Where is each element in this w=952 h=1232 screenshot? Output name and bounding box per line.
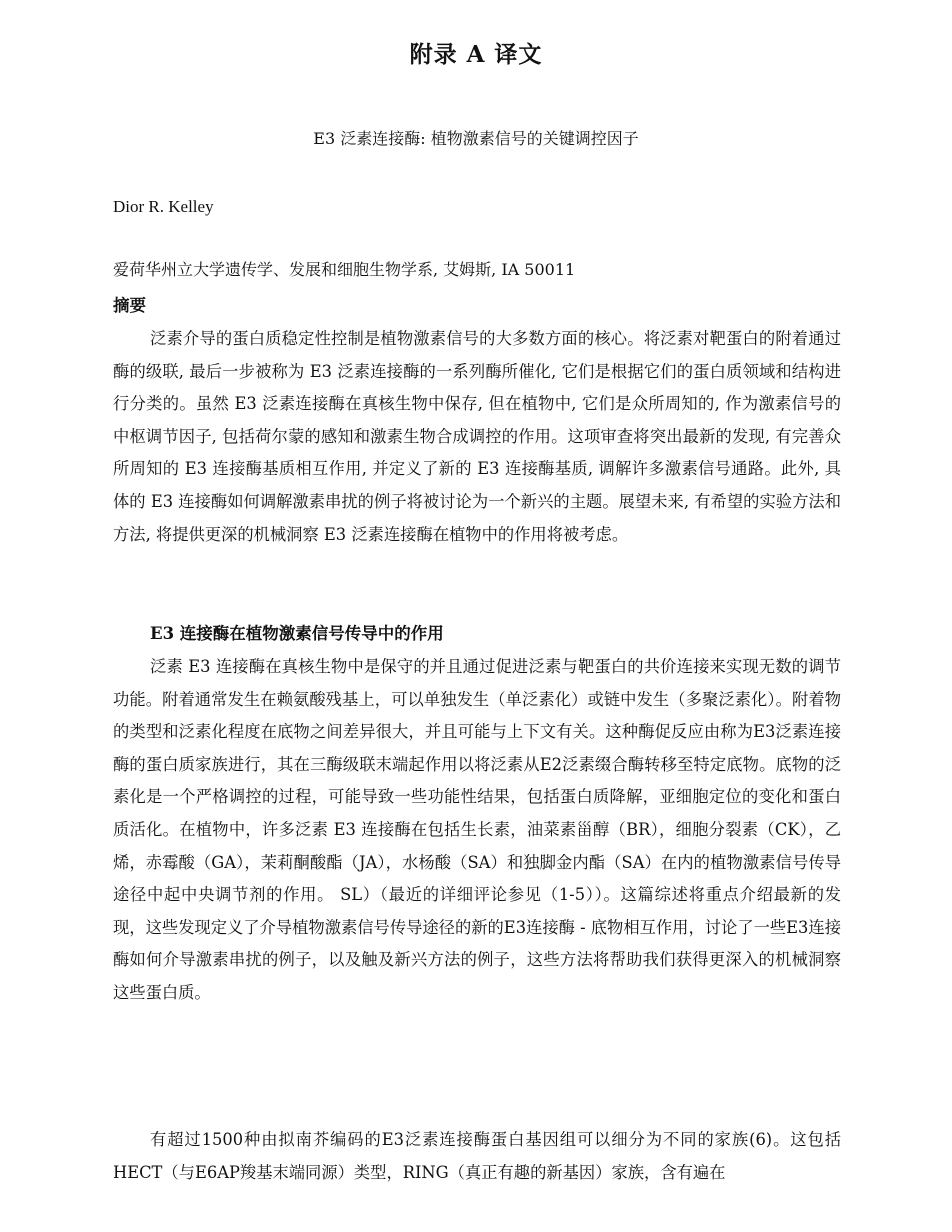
author-affiliation: 爱荷华州立大学遗传学、发展和细胞生物学系, 艾姆斯, IA 50011	[113, 260, 576, 279]
paper-title: E3 泛素连接酶: 植物激素信号的关键调控因子	[313, 129, 639, 148]
abstract-paragraph: 泛素介导的蛋白质稳定性控制是植物激素信号的大多数方面的核心。将泛素对靶蛋白的附着通过酶的级联, 最后一步被称为 E3 泛素连接酶的一系列酶所催化, 它们是根据它们的蛋白质领域和结构进行分类的。虽然 E3 泛素连接酶在真核生物中保存, 但在植物中, 它们是众所周知的, 作为激素信号的中枢调节因子, 包括荷尔蒙的感知和激素生物合成调控的作用。这项审查将突出最新的发现, 有完善众所周知的 E3 连接酶基质相互作用, 并定义了新的 E3 连接酶基质, 调解许多激素信号通路。此外, 具体的 E3 连接酶如何调解激素串扰的例子将被讨论为一个新兴的主题。展望未来, 有希望的实验方法和方法, 将提供更深的机械洞察 E3 泛素连接酶在植物中的作用将被考虑。	[113, 329, 841, 544]
section-heading: E3 连接酶在植物激素信号传导中的作用	[150, 624, 444, 643]
author-name: Dior R. Kelley	[113, 197, 214, 216]
body-paragraph: 泛素 E3 连接酶在真核生物中是保守的并且通过促进泛素与靶蛋白的共价连接来实现无数的调节功能。附着通常发生在赖氨酸残基上，可以单独发生（单泛素化）或链中发生（多聚泛素化）。附着物的类型和泛素化程度在底物之间差异很大，并且可能与上下文有关。这种酶促反应由称为E3泛素连接酶的蛋白质家族进行，其在三酶级联末端起作用以将泛素从E2泛素缀合酶转移至特定底物。底物的泛素化是一个严格调控的过程，可能导致一些功能性结果，包括蛋白质降解，亚细胞定位的变化和蛋白质活化。在植物中，许多泛素 E3 连接酶在包括生长素，油菜素甾醇（BR），细胞分裂素（CK），乙烯，赤霉酸（GA），茉莉酮酸酯（JA），水杨酸（SA）和独脚金内酯（SA）在内的植物激素信号传导途径中起中央调节剂的作用。 SL）（最近的详细评论参见（1-5））。这篇综述将重点介绍最新的发现，这些发现定义了介导植物激素信号传导途径的新的E3连接酶 - 底物相互作用，讨论了一些E3连接酶如何介导激素串扰的例子，以及触及新兴方法的例子，这些方法将帮助我们获得更深入的机械洞察这些蛋白质。	[113, 657, 841, 1002]
appendix-title: 附录 A 译文	[409, 41, 543, 68]
abstract-heading: 摘要	[113, 296, 146, 315]
body-paragraph: 有超过1500种由拟南芥编码的E3泛素连接酶蛋白基因组可以细分为不同的家族(6)。这包括HECT（与E6AP羧基末端同源）类型，RING（真正有趣的新基因）家族，含有遍在	[113, 1130, 841, 1182]
